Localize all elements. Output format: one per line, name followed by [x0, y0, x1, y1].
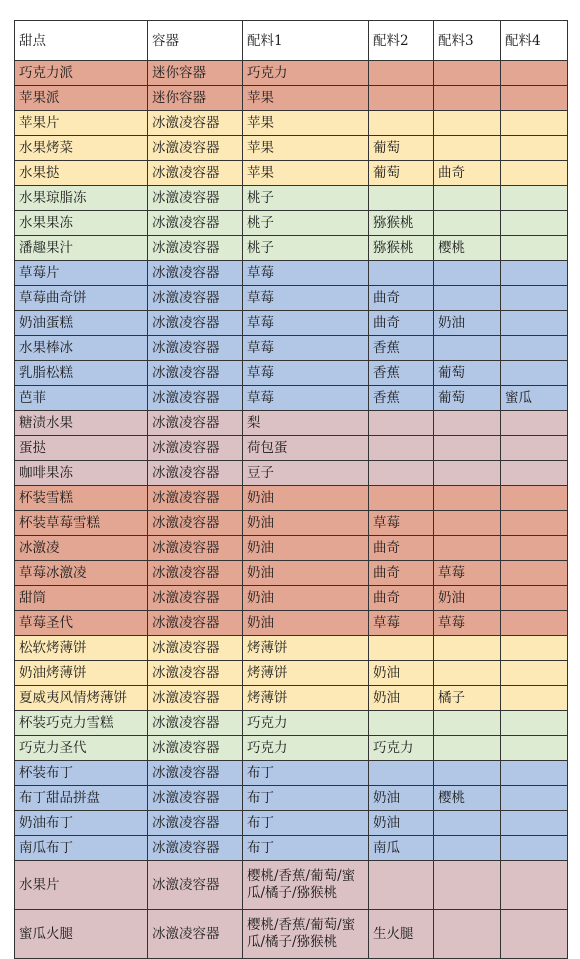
ingredient-1-cell: 奶油: [243, 486, 369, 511]
header-container: 容器: [148, 21, 243, 61]
container-cell: 冰激凌容器: [148, 661, 243, 686]
ingredient-2-cell: 曲奇: [369, 536, 434, 561]
ingredient-2-cell: 曲奇: [369, 586, 434, 611]
table-row: [15, 536, 568, 561]
ingredient-3-cell: [434, 336, 501, 361]
container-cell: 冰激凌容器: [148, 136, 243, 161]
ingredient-3-cell: [434, 136, 501, 161]
container-cell: 冰激凌容器: [148, 261, 243, 286]
dessert-cell: 松软烤薄饼: [15, 636, 148, 661]
dessert-cell: 水果棒冰: [15, 336, 148, 361]
ingredient-1-cell: 布丁: [243, 836, 369, 861]
ingredient-1-cell: 荷包蛋: [243, 436, 369, 461]
table-row: [15, 161, 568, 186]
table-row: [15, 811, 568, 836]
table-row: [15, 736, 568, 761]
ingredient-3-cell: [434, 111, 501, 136]
container-cell: 冰激凌容器: [148, 161, 243, 186]
table-row: [15, 636, 568, 661]
ingredient-2-cell: 猕猴桃: [369, 211, 434, 236]
ingredient-4-cell: [501, 910, 568, 959]
ingredient-4-cell: [501, 636, 568, 661]
ingredient-2-cell: 奶油: [369, 786, 434, 811]
ingredient-2-cell: [369, 436, 434, 461]
dessert-cell: 糖渍水果: [15, 411, 148, 436]
ingredient-2-cell: 草莓: [369, 511, 434, 536]
dessert-cell: 苹果片: [15, 111, 148, 136]
ingredient-4-cell: [501, 561, 568, 586]
ingredient-4-cell: [501, 411, 568, 436]
ingredient-2-cell: [369, 86, 434, 111]
table-row: [15, 61, 568, 86]
ingredient-1-cell: 桃子: [243, 186, 369, 211]
ingredient-1-cell: 樱桃/香蕉/葡萄/蜜瓜/橘子/猕猴桃: [243, 861, 369, 910]
ingredient-4-cell: [501, 711, 568, 736]
ingredient-3-cell: [434, 910, 501, 959]
ingredient-1-cell: 草莓: [243, 386, 369, 411]
ingredient-2-cell: 奶油: [369, 661, 434, 686]
ingredient-1-cell: 草莓: [243, 361, 369, 386]
dessert-cell: 草莓曲奇饼: [15, 286, 148, 311]
container-cell: 冰激凌容器: [148, 311, 243, 336]
container-cell: 冰激凌容器: [148, 686, 243, 711]
ingredient-2-cell: 葡萄: [369, 136, 434, 161]
ingredient-4-cell: [501, 161, 568, 186]
table-row: [15, 286, 568, 311]
ingredient-3-cell: 橘子: [434, 686, 501, 711]
ingredient-2-cell: [369, 186, 434, 211]
ingredient-2-cell: 生火腿: [369, 910, 434, 959]
container-cell: 冰激凌容器: [148, 336, 243, 361]
dessert-cell: 草莓片: [15, 261, 148, 286]
ingredient-1-cell: 巧克力: [243, 736, 369, 761]
ingredient-3-cell: 曲奇: [434, 161, 501, 186]
ingredient-3-cell: [434, 186, 501, 211]
dessert-cell: 巧克力派: [15, 61, 148, 86]
container-cell: 冰激凌容器: [148, 111, 243, 136]
ingredient-4-cell: [501, 661, 568, 686]
dessert-cell: 水果果冻: [15, 211, 148, 236]
ingredient-4-cell: [501, 736, 568, 761]
container-cell: 冰激凌容器: [148, 786, 243, 811]
ingredient-1-cell: 樱桃/香蕉/葡萄/蜜瓜/橘子/猕猴桃: [243, 910, 369, 959]
table-row: [15, 261, 568, 286]
recipe-table: [14, 20, 568, 959]
table-row: [15, 611, 568, 636]
ingredient-1-cell: 奶油: [243, 586, 369, 611]
ingredient-1-cell: 桃子: [243, 211, 369, 236]
table-row: [15, 761, 568, 786]
ingredient-4-cell: [501, 536, 568, 561]
dessert-cell: 乳脂松糕: [15, 361, 148, 386]
ingredient-3-cell: [434, 536, 501, 561]
ingredient-4-cell: [501, 611, 568, 636]
ingredient-1-cell: 草莓: [243, 311, 369, 336]
dessert-cell: 奶油布丁: [15, 811, 148, 836]
ingredient-1-cell: 桃子: [243, 236, 369, 261]
header-dessert: 甜点: [15, 21, 148, 61]
ingredient-4-cell: [501, 186, 568, 211]
table-row: [15, 411, 568, 436]
ingredient-3-cell: [434, 261, 501, 286]
ingredient-2-cell: 曲奇: [369, 286, 434, 311]
ingredient-2-cell: 曲奇: [369, 561, 434, 586]
ingredient-1-cell: 烤薄饼: [243, 636, 369, 661]
container-cell: 冰激凌容器: [148, 836, 243, 861]
table-row: [15, 661, 568, 686]
container-cell: 冰激凌容器: [148, 461, 243, 486]
ingredient-4-cell: [501, 111, 568, 136]
ingredient-3-cell: [434, 211, 501, 236]
ingredient-4-cell: [501, 586, 568, 611]
table-row: [15, 686, 568, 711]
ingredient-2-cell: [369, 636, 434, 661]
table-row: [15, 711, 568, 736]
dessert-cell: 水果烤菜: [15, 136, 148, 161]
ingredient-4-cell: [501, 236, 568, 261]
ingredient-3-cell: [434, 511, 501, 536]
ingredient-2-cell: [369, 461, 434, 486]
ingredient-1-cell: 烤薄饼: [243, 686, 369, 711]
ingredient-1-cell: 奶油: [243, 561, 369, 586]
ingredient-3-cell: [434, 86, 501, 111]
table-row: [15, 336, 568, 361]
ingredient-4-cell: [501, 861, 568, 910]
ingredient-3-cell: [434, 461, 501, 486]
ingredient-4-cell: [501, 286, 568, 311]
table-body: [15, 61, 568, 959]
table-row: [15, 186, 568, 211]
ingredient-1-cell: 草莓: [243, 261, 369, 286]
dessert-cell: 奶油烤薄饼: [15, 661, 148, 686]
container-cell: 冰激凌容器: [148, 211, 243, 236]
ingredient-4-cell: 蜜瓜: [501, 386, 568, 411]
ingredient-3-cell: [434, 411, 501, 436]
ingredient-2-cell: 香蕉: [369, 336, 434, 361]
ingredient-4-cell: [501, 136, 568, 161]
dessert-cell: 布丁甜品拼盘: [15, 786, 148, 811]
container-cell: 迷你容器: [148, 86, 243, 111]
container-cell: 冰激凌容器: [148, 586, 243, 611]
ingredient-3-cell: [434, 286, 501, 311]
ingredient-4-cell: [501, 461, 568, 486]
ingredient-3-cell: [434, 636, 501, 661]
ingredient-3-cell: [434, 761, 501, 786]
table-row: [15, 436, 568, 461]
ingredient-4-cell: [501, 311, 568, 336]
container-cell: 迷你容器: [148, 61, 243, 86]
ingredient-2-cell: 猕猴桃: [369, 236, 434, 261]
table-row: [15, 386, 568, 411]
dessert-cell: 水果挞: [15, 161, 148, 186]
dessert-cell: 草莓圣代: [15, 611, 148, 636]
table-row: [15, 236, 568, 261]
dessert-cell: 水果片: [15, 861, 148, 910]
dessert-cell: 夏威夷风情烤薄饼: [15, 686, 148, 711]
ingredient-3-cell: 樱桃: [434, 236, 501, 261]
table-row: [15, 136, 568, 161]
ingredient-4-cell: [501, 436, 568, 461]
ingredient-3-cell: [434, 861, 501, 910]
ingredient-1-cell: 草莓: [243, 336, 369, 361]
ingredient-3-cell: [434, 436, 501, 461]
ingredient-1-cell: 布丁: [243, 761, 369, 786]
ingredient-4-cell: [501, 761, 568, 786]
ingredient-3-cell: 葡萄: [434, 361, 501, 386]
ingredient-1-cell: 布丁: [243, 811, 369, 836]
ingredient-3-cell: 奶油: [434, 586, 501, 611]
container-cell: 冰激凌容器: [148, 411, 243, 436]
ingredient-1-cell: 奶油: [243, 536, 369, 561]
container-cell: 冰激凌容器: [148, 361, 243, 386]
ingredient-1-cell: 奶油: [243, 511, 369, 536]
table-row: [15, 786, 568, 811]
ingredient-3-cell: [434, 811, 501, 836]
ingredient-4-cell: [501, 786, 568, 811]
ingredient-2-cell: [369, 486, 434, 511]
table-row: [15, 511, 568, 536]
ingredient-4-cell: [501, 836, 568, 861]
ingredient-4-cell: [501, 261, 568, 286]
ingredient-4-cell: [501, 61, 568, 86]
dessert-cell: 水果琼脂冻: [15, 186, 148, 211]
ingredient-2-cell: [369, 711, 434, 736]
ingredient-4-cell: [501, 486, 568, 511]
ingredient-2-cell: [369, 761, 434, 786]
ingredient-1-cell: 布丁: [243, 786, 369, 811]
ingredient-3-cell: 樱桃: [434, 786, 501, 811]
container-cell: 冰激凌容器: [148, 436, 243, 461]
container-cell: 冰激凌容器: [148, 611, 243, 636]
ingredient-4-cell: [501, 811, 568, 836]
dessert-cell: 杯装雪糕: [15, 486, 148, 511]
dessert-cell: 冰激凌: [15, 536, 148, 561]
header-ingredient-4: 配料4: [501, 21, 568, 61]
dessert-cell: 杯装草莓雪糕: [15, 511, 148, 536]
ingredient-3-cell: [434, 661, 501, 686]
ingredient-1-cell: 苹果: [243, 161, 369, 186]
ingredient-2-cell: 奶油: [369, 811, 434, 836]
ingredient-2-cell: 巧克力: [369, 736, 434, 761]
container-cell: 冰激凌容器: [148, 736, 243, 761]
container-cell: 冰激凌容器: [148, 861, 243, 910]
table-row: [15, 461, 568, 486]
ingredient-2-cell: 香蕉: [369, 361, 434, 386]
ingredient-1-cell: 苹果: [243, 136, 369, 161]
table-row: [15, 486, 568, 511]
ingredient-2-cell: 香蕉: [369, 386, 434, 411]
ingredient-1-cell: 豆子: [243, 461, 369, 486]
container-cell: 冰激凌容器: [148, 711, 243, 736]
ingredient-3-cell: 奶油: [434, 311, 501, 336]
ingredient-1-cell: 烤薄饼: [243, 661, 369, 686]
ingredient-3-cell: 葡萄: [434, 386, 501, 411]
table-row: [15, 111, 568, 136]
dessert-cell: 杯装巧克力雪糕: [15, 711, 148, 736]
ingredient-4-cell: [501, 511, 568, 536]
ingredient-1-cell: 梨: [243, 411, 369, 436]
container-cell: 冰激凌容器: [148, 636, 243, 661]
container-cell: 冰激凌容器: [148, 761, 243, 786]
header-row: [15, 21, 568, 61]
ingredient-4-cell: [501, 336, 568, 361]
ingredient-4-cell: [501, 86, 568, 111]
dessert-cell: 南瓜布丁: [15, 836, 148, 861]
container-cell: 冰激凌容器: [148, 811, 243, 836]
ingredient-3-cell: [434, 711, 501, 736]
container-cell: 冰激凌容器: [148, 910, 243, 959]
ingredient-3-cell: [434, 486, 501, 511]
table-row: [15, 361, 568, 386]
ingredient-1-cell: 巧克力: [243, 711, 369, 736]
container-cell: 冰激凌容器: [148, 236, 243, 261]
table-row: [15, 861, 568, 910]
container-cell: 冰激凌容器: [148, 186, 243, 211]
ingredient-4-cell: [501, 211, 568, 236]
table-row: [15, 311, 568, 336]
ingredient-3-cell: [434, 736, 501, 761]
dessert-cell: 草莓冰激凌: [15, 561, 148, 586]
ingredient-3-cell: 草莓: [434, 611, 501, 636]
ingredient-3-cell: [434, 836, 501, 861]
dessert-cell: 苹果派: [15, 86, 148, 111]
ingredient-2-cell: [369, 111, 434, 136]
ingredient-2-cell: 葡萄: [369, 161, 434, 186]
ingredient-2-cell: 奶油: [369, 686, 434, 711]
ingredient-2-cell: [369, 861, 434, 910]
dessert-cell: 甜筒: [15, 586, 148, 611]
header-ingredient-2: 配料2: [369, 21, 434, 61]
table-row: [15, 910, 568, 959]
container-cell: 冰激凌容器: [148, 386, 243, 411]
dessert-cell: 蜜瓜火腿: [15, 910, 148, 959]
container-cell: 冰激凌容器: [148, 511, 243, 536]
container-cell: 冰激凌容器: [148, 561, 243, 586]
ingredient-2-cell: 南瓜: [369, 836, 434, 861]
ingredient-1-cell: 巧克力: [243, 61, 369, 86]
container-cell: 冰激凌容器: [148, 536, 243, 561]
dessert-cell: 杯装布丁: [15, 761, 148, 786]
ingredient-2-cell: 草莓: [369, 611, 434, 636]
ingredient-2-cell: [369, 61, 434, 86]
ingredient-1-cell: 草莓: [243, 286, 369, 311]
ingredient-2-cell: [369, 411, 434, 436]
table-row: [15, 586, 568, 611]
table-row: [15, 836, 568, 861]
ingredient-2-cell: [369, 261, 434, 286]
ingredient-2-cell: 曲奇: [369, 311, 434, 336]
ingredient-1-cell: 奶油: [243, 611, 369, 636]
ingredient-3-cell: [434, 61, 501, 86]
container-cell: 冰激凌容器: [148, 486, 243, 511]
ingredient-3-cell: 草莓: [434, 561, 501, 586]
container-cell: 冰激凌容器: [148, 286, 243, 311]
ingredient-1-cell: 苹果: [243, 86, 369, 111]
table-row: [15, 211, 568, 236]
header-ingredient-1: 配料1: [243, 21, 369, 61]
ingredient-1-cell: 苹果: [243, 111, 369, 136]
dessert-cell: 蛋挞: [15, 436, 148, 461]
table-row: [15, 561, 568, 586]
dessert-cell: 潘趣果汁: [15, 236, 148, 261]
dessert-cell: 芭菲: [15, 386, 148, 411]
table-row: [15, 86, 568, 111]
dessert-cell: 巧克力圣代: [15, 736, 148, 761]
dessert-cell: 奶油蛋糕: [15, 311, 148, 336]
dessert-cell: 咖啡果冻: [15, 461, 148, 486]
ingredient-4-cell: [501, 361, 568, 386]
header-ingredient-3: 配料3: [434, 21, 501, 61]
ingredient-4-cell: [501, 686, 568, 711]
